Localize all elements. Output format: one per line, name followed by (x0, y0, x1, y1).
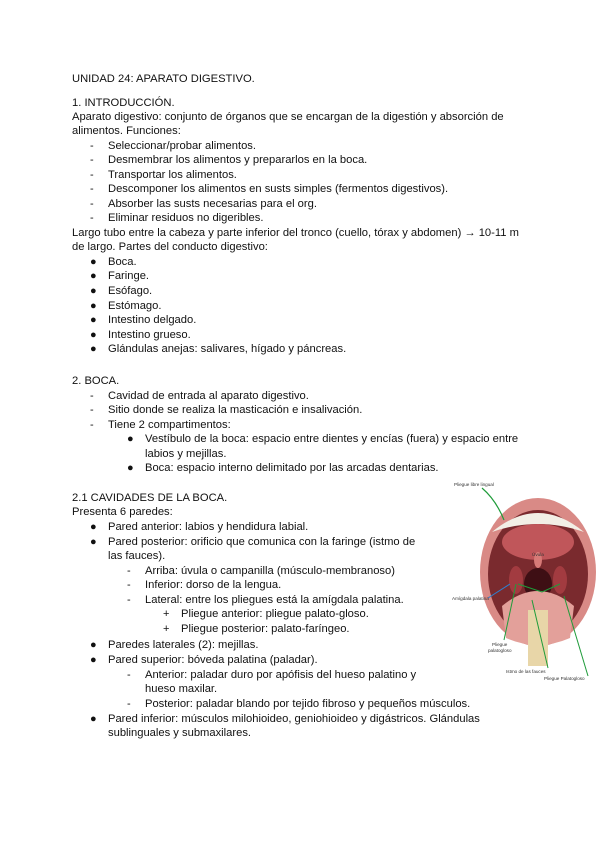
tongue-depressor-shape (528, 610, 548, 666)
figure-label-top: Pliegue libre lingual (454, 482, 494, 487)
part-item: Estómago. (108, 300, 162, 312)
dash-bullet: - (90, 154, 94, 166)
dash-bullet: - (90, 419, 94, 431)
fold-item: Pliegue posterior: palato-faríngeo. (181, 623, 350, 635)
wall-posterior-line-1: Pared posterior: orificio que comunica con la faringe (istmo de (108, 536, 416, 548)
dash-bullet: - (90, 390, 94, 402)
dot-bullet: ● (90, 270, 97, 282)
section-2-1-heading: 2.1 CAVIDADES DE LA BOCA. (72, 492, 228, 504)
superior-sub-line: hueso maxilar. (145, 683, 218, 695)
wall-inferior-line-1: Pared inferior: músculos milohioideo, geniohioideo y digástricos. Glándulas (108, 713, 480, 725)
unit-title: UNIDAD 24: APARATO DIGESTIVO. (72, 73, 255, 85)
function-item: Seleccionar/probar alimentos. (108, 140, 256, 152)
compartment-line: labios y mejillas. (145, 448, 227, 460)
boca-item: Cavidad de entrada al aparato digestivo. (108, 390, 309, 402)
section-1-heading: 1. INTRODUCCIÓN. (72, 97, 175, 109)
wall-posterior-line-2: las fauces). (108, 550, 166, 562)
dash-bullet: - (90, 404, 94, 416)
dash-bullet: - (127, 594, 131, 606)
posterior-sub-item: Lateral: entre los pliegues está la amígdala palatina. (145, 594, 404, 606)
tract-paragraph-line-2: de largo. Partes del conducto digestivo: (72, 241, 268, 253)
wall-inferior-line-2: sublinguales y submaxilares. (108, 727, 252, 739)
dot-bullet: ● (90, 536, 97, 548)
function-item: Transportar los alimentos. (108, 169, 237, 181)
function-item: Eliminar residuos no digeribles. (108, 212, 264, 224)
dot-bullet: ● (90, 256, 97, 268)
wall-lateral: Paredes laterales (2): mejillas. (108, 639, 259, 651)
walls-intro: Presenta 6 paredes: (72, 506, 173, 518)
dot-bullet: ● (127, 462, 134, 474)
figure-label-pliegue-ant: Pliegue (492, 642, 508, 647)
dash-bullet: - (90, 212, 94, 224)
part-item: Intestino grueso. (108, 329, 191, 341)
dash-bullet: - (127, 579, 131, 591)
mouth-anatomy-figure (452, 480, 597, 690)
plus-bullet: + (163, 623, 170, 635)
dash-bullet: - (90, 183, 94, 195)
dot-bullet: ● (90, 300, 97, 312)
intro-paragraph-line-1: Aparato digestivo: conjunto de órganos que se encargan de la digestión y absorción de (72, 111, 504, 123)
dot-bullet: ● (90, 314, 97, 326)
wall-anterior: Pared anterior: labios y hendidura labial. (108, 521, 309, 533)
dash-bullet: - (90, 140, 94, 152)
figure-label-istmo: Istmo de las fauces (506, 669, 546, 674)
part-item: Boca. (108, 256, 137, 268)
posterior-sub-item: Inferior: dorso de la lengua. (145, 579, 282, 591)
dash-bullet: - (127, 698, 131, 710)
part-item: Esófago. (108, 285, 153, 297)
tract-paragraph-line-1: Largo tubo entre la cabeza y parte inferior del tronco (cuello, tórax y abdomen) → 10-11 m (72, 227, 519, 239)
figure-label-pliegue-ant-2: palatogloso (488, 648, 512, 653)
dot-bullet: ● (90, 639, 97, 651)
dash-bullet: - (127, 565, 131, 577)
intro-paragraph-line-2: alimentos. Funciones: (72, 125, 181, 137)
dot-bullet: ● (90, 285, 97, 297)
function-item: Descomponer los alimentos en susts simples (fermentos digestivos). (108, 183, 449, 195)
dash-bullet: - (90, 198, 94, 210)
left-tonsil-shape (509, 566, 523, 594)
boca-item: Tiene 2 compartimentos: (108, 419, 231, 431)
figure-label-amigdala: Amígdala palatina (452, 596, 489, 601)
compartment-line: Boca: espacio interno delimitado por las arcadas dentarias. (145, 462, 439, 474)
part-item: Intestino delgado. (108, 314, 197, 326)
part-item: Glándulas anejas: salivares, hígado y páncreas. (108, 343, 347, 355)
function-item: Desmembrar los alimentos y prepararlos en la boca. (108, 154, 368, 166)
dot-bullet: ● (90, 343, 97, 355)
right-tonsil-shape (553, 566, 567, 594)
section-2-heading: 2. BOCA. (72, 375, 120, 387)
dash-bullet: - (90, 169, 94, 181)
dot-bullet: ● (90, 654, 97, 666)
boca-item: Sitio donde se realiza la masticación e insalivación. (108, 404, 363, 416)
fold-item: Pliegue anterior: pliegue palato-gloso. (181, 608, 369, 620)
wall-superior: Pared superior: bóveda palatina (paladar). (108, 654, 318, 666)
superior-sub-line: Posterior: paladar blando por tejido fibroso y pequeños músculos. (145, 698, 471, 710)
dot-bullet: ● (90, 521, 97, 533)
figure-label-uvula: Úvula (532, 552, 544, 557)
plus-bullet: + (163, 608, 170, 620)
dot-bullet: ● (127, 433, 134, 445)
figure-label-pliegue-post: Pliegue Palatogloso (544, 676, 585, 681)
part-item: Faringe. (108, 270, 150, 282)
dash-bullet: - (127, 669, 131, 681)
posterior-sub-item: Arriba: úvula o campanilla (músculo-membranoso) (145, 565, 395, 577)
dot-bullet: ● (90, 329, 97, 341)
superior-sub-line: Anterior: paladar duro por apófisis del hueso palatino y (145, 669, 417, 681)
dot-bullet: ● (90, 713, 97, 725)
compartment-line: Vestíbulo de la boca: espacio entre dientes y encías (fuera) y espacio entre (145, 433, 519, 445)
function-item: Absorber las susts necesarias para el org. (108, 198, 317, 210)
